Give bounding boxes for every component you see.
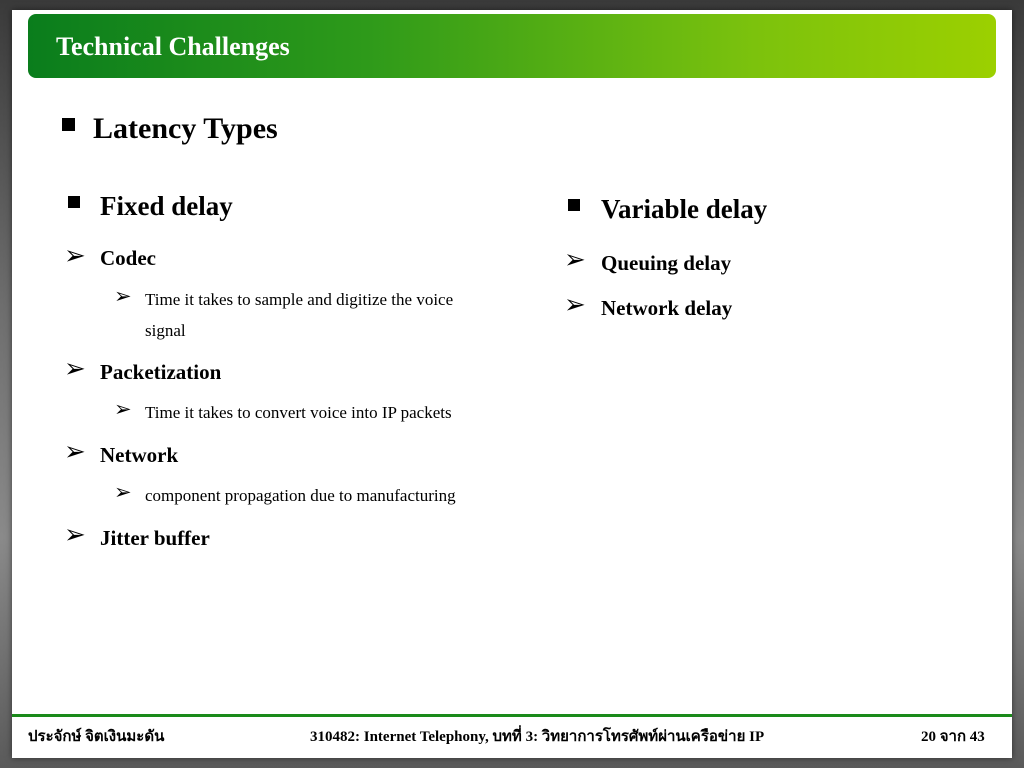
arrow-bullet-icon: ➢ bbox=[64, 241, 86, 270]
square-bullet-icon bbox=[62, 118, 75, 131]
arrow-bullet-icon: ➢ bbox=[114, 397, 132, 421]
variable-delay-heading: Variable delay bbox=[601, 194, 768, 224]
left-sub-packetization: Time it takes to convert voice into IP packets bbox=[145, 403, 452, 422]
arrow-bullet-icon: ➢ bbox=[114, 284, 132, 308]
arrow-bullet-icon: ➢ bbox=[564, 245, 586, 274]
main-bullet-text: Latency Types bbox=[93, 112, 278, 145]
footer-divider bbox=[12, 714, 1012, 717]
title-bar bbox=[28, 14, 996, 78]
left-item-codec: Codec bbox=[100, 246, 156, 270]
left-item-network: Network bbox=[100, 443, 179, 467]
arrow-bullet-icon: ➢ bbox=[64, 520, 86, 549]
left-sub-codec-line1: Time it takes to sample and digitize the voice bbox=[145, 290, 454, 309]
arrow-bullet-icon: ➢ bbox=[64, 354, 86, 383]
left-item-packetization: Packetization bbox=[100, 360, 222, 384]
slide-title: Technical Challenges bbox=[56, 32, 290, 61]
fixed-delay-heading: Fixed delay bbox=[100, 191, 233, 221]
left-sub-network: component propagation due to manufacturing bbox=[145, 486, 456, 505]
left-sub-codec-line2: signal bbox=[145, 321, 186, 340]
footer-course: 310482: Internet Telephony, บทที่ 3: วิทยาการโทรศัพท์ผ่านเครือข่าย IP bbox=[310, 729, 765, 745]
right-item-network-delay: Network delay bbox=[601, 296, 733, 320]
square-bullet-icon bbox=[68, 196, 80, 208]
square-bullet-icon bbox=[568, 199, 580, 211]
footer-author: ประจักษ์ จิตเงินมะดัน bbox=[28, 729, 165, 745]
right-item-queuing-delay: Queuing delay bbox=[601, 251, 732, 275]
left-item-jitter-buffer: Jitter buffer bbox=[100, 526, 210, 550]
arrow-bullet-icon: ➢ bbox=[114, 480, 132, 504]
footer-page-number: 20 จาก 43 bbox=[921, 729, 985, 745]
arrow-bullet-icon: ➢ bbox=[564, 290, 586, 319]
arrow-bullet-icon: ➢ bbox=[64, 437, 86, 466]
slide bbox=[12, 10, 1012, 758]
